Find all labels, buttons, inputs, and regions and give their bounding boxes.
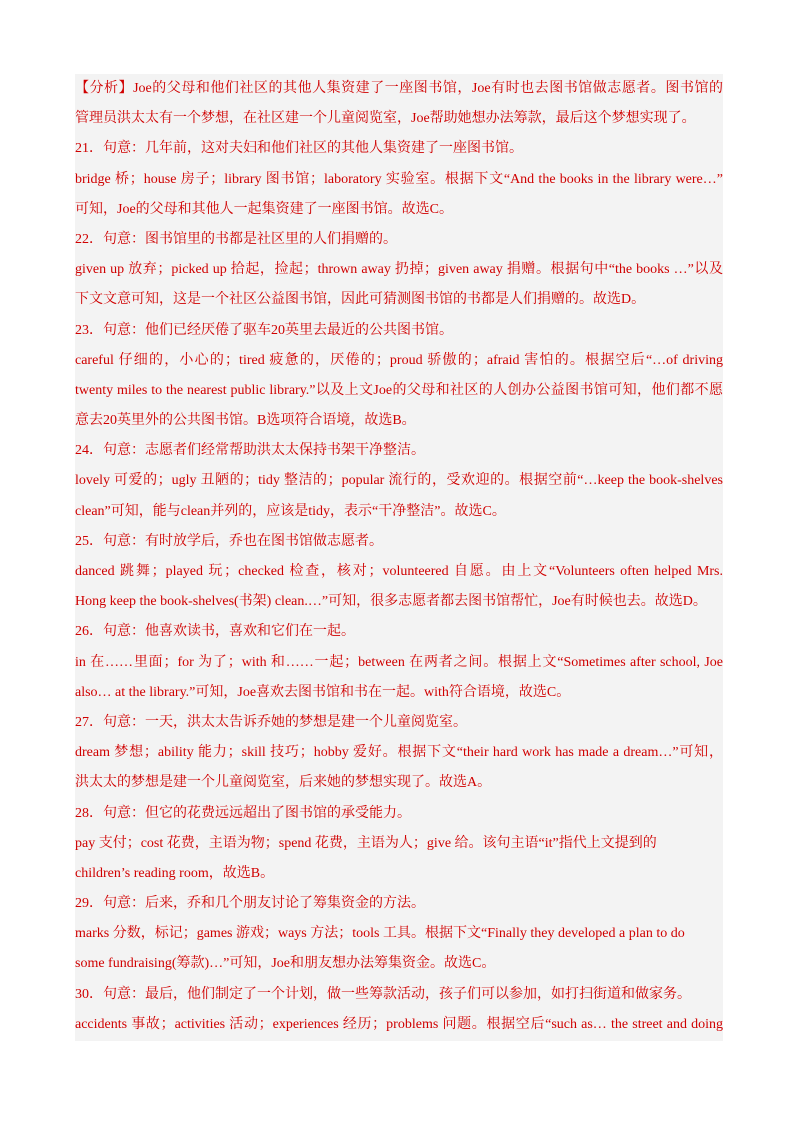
- item-23-line-1: careful 仔细的，小心的；tired 疲惫的，厌倦的；proud 骄傲的；afraid 害怕的。根据空后“…of driving: [75, 352, 723, 368]
- item-28-line-1: pay 支付；cost 花费，主语为物；spend 花费，主语为人；give 给。该句主语“it”指代上文提到的: [75, 835, 657, 851]
- item-24-line-2: clean”可知，能与clean并列的，应该是tidy，表示“干净整洁”。故选C。: [75, 503, 506, 519]
- item-23-line-2: twenty miles to the nearest public library.”以及上文Joe的父母和社区的人创办公益图书馆可知，他们都不愿: [75, 382, 723, 398]
- item-30-line-1: accidents 事故；activities 活动；experiences 经历；problems 问题。根据空后“such as… the street and doing: [75, 1016, 723, 1032]
- item-21-line-2: 可知，Joe的父母和其他人一起集资建了一座图书馆。故选C。: [75, 201, 453, 217]
- item-27-line-2: 洪太太的梦想是建一个儿童阅览室，后来她的梦想实现了。故选A。: [75, 775, 492, 791]
- item-26-line-1: in 在……里面；for 为了；with 和……一起；between 在两者之间。根据上文“Sometimes after school, Joe: [75, 654, 723, 670]
- item-22-meaning: 22．句意：图书馆里的书都是社区里的人们捐赠的。: [75, 231, 397, 247]
- item-21-meaning: 21．句意：几年前，这对夫妇和他们社区的其他人集资建了一座图书馆。: [75, 141, 523, 157]
- item-29-line-2: some fundraising(筹款)…”可知，Joe和朋友想办法筹集资金。故选C。: [75, 956, 496, 972]
- item-30-meaning: 30．句意：最后，他们制定了一个计划，做一些筹款活动，孩子们可以参加，如打扫街道和做家务。: [75, 986, 691, 1002]
- item-25-line-2: Hong keep the book-shelves(书架) clean.…”可知，很多志愿者都去图书馆帮忙，Joe有时候也去。故选D。: [75, 594, 707, 610]
- item-27-meaning: 27．句意：一天，洪太太告诉乔她的梦想是建一个儿童阅览室。: [75, 714, 467, 730]
- item-28-meaning: 28．句意：但它的花费远远超出了图书馆的承受能力。: [75, 805, 411, 821]
- item-24-line-1: lovely 可爱的；ugly 丑陋的；tidy 整洁的；popular 流行的，受欢迎的。根据空前“…keep the book-shelves: [75, 473, 723, 489]
- item-25-meaning: 25．句意：有时放学后，乔也在图书馆做志愿者。: [75, 533, 383, 549]
- analysis-line-1: 【分析】Joe的父母和他们社区的其他人集资建了一座图书馆，Joe有时也去图书馆做志愿者。图书馆的: [75, 81, 723, 96]
- item-26-meaning: 26．句意：他喜欢读书，喜欢和它们在一起。: [75, 624, 355, 640]
- item-29-meaning: 29．句意：后来，乔和几个朋友讨论了筹集资金的方法。: [75, 896, 425, 912]
- item-23-meaning: 23．句意：他们已经厌倦了驱车20英里去最近的公共图书馆。: [75, 322, 453, 338]
- item-26-line-2: also… at the library.”可知，Joe喜欢去图书馆和书在一起。with符合语境，故选C。: [75, 684, 571, 700]
- item-29-line-1: marks 分数，标记；games 游戏；ways 方法；tools 工具。根据下文“Finally they developed a plan to do: [75, 926, 685, 942]
- item-24-meaning: 24．句意：志愿者们经常帮助洪太太保持书架干净整洁。: [75, 443, 425, 459]
- analysis-line-2: 管理员洪太太有一个梦想，在社区建一个儿童阅览室，Joe帮助她想办法筹款，最后这个梦想实现了。: [75, 111, 696, 127]
- answer-analysis-text: [75, 74, 723, 1040]
- item-22-line-1: given up 放弃；picked up 拾起，捡起；thrown away 扔掉；given away 捐赠。根据句中“the books …”以及: [75, 262, 723, 278]
- item-25-line-1: danced 跳舞；played 玩；checked 检查，核对；volunteered 自愿。由上文“Volunteers often helped Mrs.: [75, 564, 723, 579]
- item-23-line-3: 意去20英里外的公共图书馆。B选项符合语境，故选B。: [75, 413, 416, 429]
- item-28-line-2: children’s reading room，故选B。: [75, 865, 275, 881]
- item-21-line-1: bridge 桥；house 房子；library 图书馆；laboratory 实验室。根据下文“And the books in the library were…”: [75, 171, 723, 187]
- item-22-line-2: 下文文意可知，这是一个社区公益图书馆，因此可猜测图书馆的书都是人们捐赠的。故选D。: [75, 292, 646, 308]
- item-27-line-1: dream 梦想；ability 能力；skill 技巧；hobby 爱好。根据下文“their hard work has made a dream…”可知，: [75, 745, 723, 761]
